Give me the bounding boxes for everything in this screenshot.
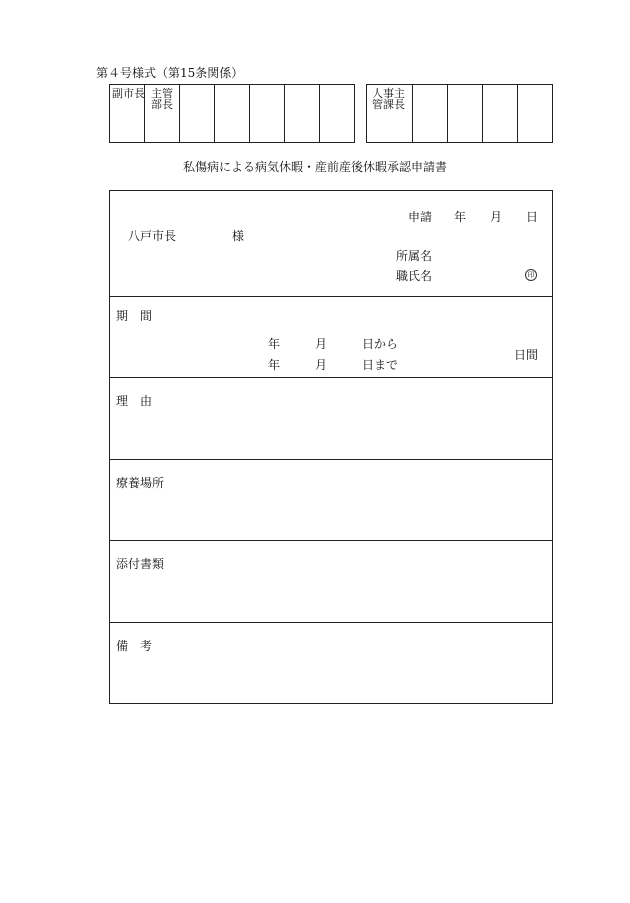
period-end-suffix: 日まで <box>362 358 399 372</box>
stamp-cell-vice-mayor[interactable] <box>110 85 145 142</box>
treatment-place-label: 療養場所 <box>116 476 165 490</box>
apply-label: 申請 <box>408 210 433 224</box>
stamp-label-hr-manager: 人事主 管課長 <box>372 87 405 111</box>
period-label: 期 間 <box>116 309 153 323</box>
treatment-place-section[interactable] <box>110 460 552 541</box>
period-section[interactable] <box>110 297 552 378</box>
stamp-cell[interactable] <box>448 85 483 142</box>
stamp-cell[interactable] <box>180 85 215 142</box>
approval-stamp-box-right <box>366 84 553 143</box>
stamp-cell[interactable] <box>285 85 320 142</box>
period-end-year: 年 <box>268 358 281 372</box>
application-form <box>109 190 553 704</box>
header-section[interactable] <box>110 191 552 297</box>
remarks-section[interactable] <box>110 623 552 703</box>
reason-section[interactable] <box>110 378 552 460</box>
stamp-cell-director[interactable] <box>145 85 180 142</box>
approval-stamp-box-left <box>109 84 355 143</box>
period-end-month: 月 <box>315 358 328 372</box>
stamp-label-director: 主管 部長 <box>151 87 173 111</box>
affiliation-label: 所属名 <box>396 249 433 263</box>
stamp-label-vice-mayor: 副市長 <box>112 87 145 100</box>
honorific: 様 <box>232 229 245 243</box>
period-start-suffix: 日から <box>362 337 399 351</box>
stamp-cell[interactable] <box>320 85 354 142</box>
name-label: 職氏名 <box>396 269 433 283</box>
period-days-label: 日間 <box>514 348 539 362</box>
attachments-section[interactable] <box>110 541 552 623</box>
stamp-cell[interactable] <box>518 85 552 142</box>
apply-year-label: 年 <box>454 210 467 224</box>
stamp-cell[interactable] <box>250 85 285 142</box>
attachments-label: 添付書類 <box>116 557 165 571</box>
stamp-cell[interactable] <box>483 85 518 142</box>
remarks-label: 備 考 <box>116 639 153 653</box>
stamp-cell-hr-manager[interactable] <box>367 85 413 142</box>
stamp-cell[interactable] <box>215 85 250 142</box>
addressee: 八戸市長 <box>128 229 177 243</box>
form-number: 第４号様式（第15条関係） <box>96 66 244 80</box>
apply-month-label: 月 <box>490 210 503 224</box>
period-start-month: 月 <box>315 337 328 351</box>
seal-mark: 印 <box>525 269 537 281</box>
period-start-year: 年 <box>268 337 281 351</box>
stamp-cell[interactable] <box>413 85 448 142</box>
form-title: 私傷病による病気休暇・産前産後休暇承認申請書 <box>182 160 447 174</box>
apply-day-label: 日 <box>526 210 539 224</box>
reason-label: 理 由 <box>116 394 153 408</box>
